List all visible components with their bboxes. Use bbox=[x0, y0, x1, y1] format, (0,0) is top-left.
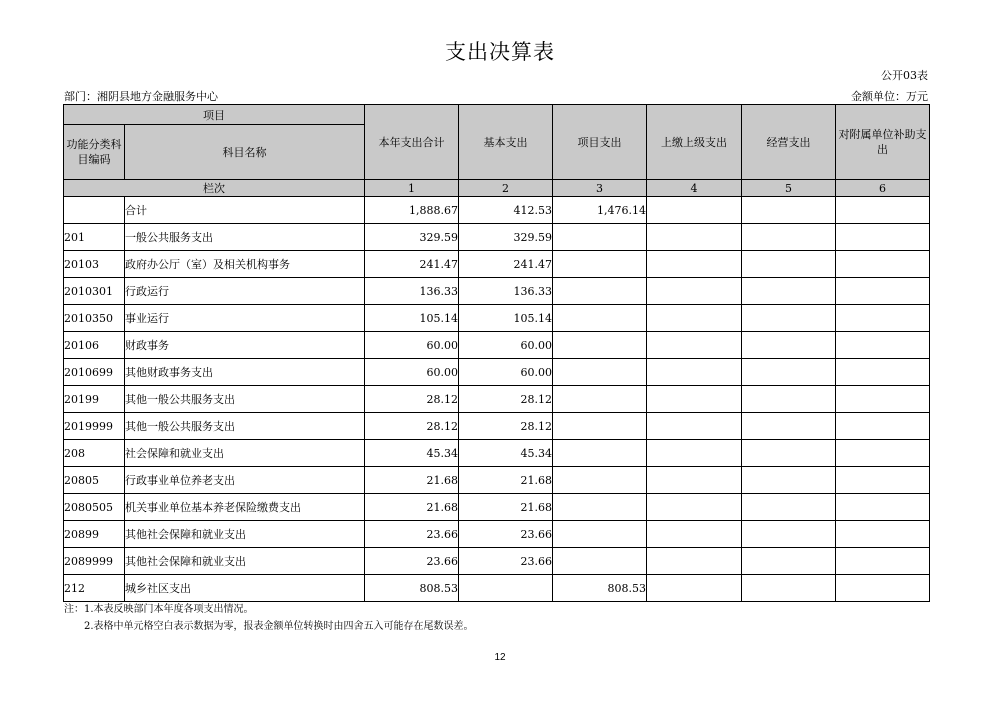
cell-subsidy bbox=[836, 521, 930, 548]
cell-subsidy bbox=[836, 440, 930, 467]
cell-upper bbox=[647, 440, 742, 467]
cell-func-code: 201 bbox=[64, 224, 125, 251]
cell-project bbox=[553, 386, 647, 413]
cell-basic: 241.47 bbox=[459, 251, 553, 278]
cell-subsidy bbox=[836, 224, 930, 251]
cell-total: 136.33 bbox=[365, 278, 459, 305]
header-subsidy: 对附属单位补助支出 bbox=[836, 105, 930, 180]
cell-business bbox=[742, 224, 836, 251]
cell-business bbox=[742, 521, 836, 548]
cell-subject-name: 社会保障和就业支出 bbox=[125, 440, 365, 467]
cell-subsidy bbox=[836, 332, 930, 359]
table-row bbox=[64, 413, 930, 440]
cell-total: 45.34 bbox=[365, 440, 459, 467]
cell-business bbox=[742, 197, 836, 224]
table-row bbox=[64, 467, 930, 494]
cell-subsidy bbox=[836, 575, 930, 602]
table-row bbox=[64, 386, 930, 413]
cell-subsidy bbox=[836, 494, 930, 521]
cell-subject-name: 一般公共服务支出 bbox=[125, 224, 365, 251]
cell-subject-name: 其他社会保障和就业支出 bbox=[125, 521, 365, 548]
department-label: 部门：湘阴县地方金融服务中心 bbox=[64, 90, 218, 103]
cell-business bbox=[742, 467, 836, 494]
cell-upper bbox=[647, 278, 742, 305]
expenditure-table bbox=[63, 104, 930, 602]
cell-func-code: 2010350 bbox=[64, 305, 125, 332]
unit-label: 金额单位：万元 bbox=[851, 90, 928, 103]
table-row bbox=[64, 521, 930, 548]
table-row bbox=[64, 332, 930, 359]
cell-total: 21.68 bbox=[365, 467, 459, 494]
cell-total: 1,888.67 bbox=[365, 197, 459, 224]
header-business: 经营支出 bbox=[742, 105, 836, 180]
cell-upper bbox=[647, 494, 742, 521]
cell-business bbox=[742, 278, 836, 305]
col-num-6: 6 bbox=[836, 180, 930, 197]
cell-project bbox=[553, 305, 647, 332]
cell-basic: 329.59 bbox=[459, 224, 553, 251]
header-project-expense: 项目支出 bbox=[553, 105, 647, 180]
cell-business bbox=[742, 386, 836, 413]
cell-func-code: 20106 bbox=[64, 332, 125, 359]
cell-subsidy bbox=[836, 197, 930, 224]
cell-subsidy bbox=[836, 278, 930, 305]
cell-func-code: 2080505 bbox=[64, 494, 125, 521]
cell-project: 808.53 bbox=[553, 575, 647, 602]
cell-basic: 21.68 bbox=[459, 494, 553, 521]
cell-subject-name: 城乡社区支出 bbox=[125, 575, 365, 602]
cell-basic: 412.53 bbox=[459, 197, 553, 224]
cell-upper bbox=[647, 575, 742, 602]
cell-func-code: 2010699 bbox=[64, 359, 125, 386]
table-row bbox=[64, 440, 930, 467]
cell-total: 60.00 bbox=[365, 332, 459, 359]
table-row bbox=[64, 251, 930, 278]
header-basic: 基本支出 bbox=[459, 105, 553, 180]
cell-project bbox=[553, 467, 647, 494]
cell-subject-name: 政府办公厅（室）及相关机构事务 bbox=[125, 251, 365, 278]
cell-business bbox=[742, 251, 836, 278]
cell-total: 329.59 bbox=[365, 224, 459, 251]
cell-business bbox=[742, 359, 836, 386]
cell-total: 105.14 bbox=[365, 305, 459, 332]
cell-upper bbox=[647, 386, 742, 413]
cell-func-code: 208 bbox=[64, 440, 125, 467]
cell-func-code: 2089999 bbox=[64, 548, 125, 575]
cell-func-code: 212 bbox=[64, 575, 125, 602]
cell-func-code: 2010301 bbox=[64, 278, 125, 305]
cell-project bbox=[553, 548, 647, 575]
cell-project bbox=[553, 251, 647, 278]
cell-upper bbox=[647, 224, 742, 251]
table-code: 公开03表 bbox=[881, 69, 928, 82]
cell-subject-name: 机关事业单位基本养老保险缴费支出 bbox=[125, 494, 365, 521]
cell-total: 23.66 bbox=[365, 521, 459, 548]
cell-basic: 21.68 bbox=[459, 467, 553, 494]
cell-project bbox=[553, 494, 647, 521]
cell-basic: 45.34 bbox=[459, 440, 553, 467]
note-2: 2.表格中单元格空白表示数据为零，报表金额单位转换时由四舍五入可能存在尾数误差。 bbox=[84, 621, 474, 632]
header-func-code: 功能分类科目编码 bbox=[64, 125, 125, 180]
cell-project bbox=[553, 413, 647, 440]
cell-subsidy bbox=[836, 251, 930, 278]
cell-func-code: 20805 bbox=[64, 467, 125, 494]
cell-project: 1,476.14 bbox=[553, 197, 647, 224]
cell-project bbox=[553, 521, 647, 548]
cell-basic: 60.00 bbox=[459, 332, 553, 359]
page-title: 支出决算表 bbox=[445, 40, 555, 64]
cell-basic: 105.14 bbox=[459, 305, 553, 332]
cell-business bbox=[742, 332, 836, 359]
cell-basic: 23.66 bbox=[459, 521, 553, 548]
cell-project bbox=[553, 332, 647, 359]
cell-upper bbox=[647, 467, 742, 494]
table-row bbox=[64, 278, 930, 305]
cell-basic: 28.12 bbox=[459, 413, 553, 440]
cell-subsidy bbox=[836, 467, 930, 494]
cell-total: 28.12 bbox=[365, 413, 459, 440]
cell-subject-name: 财政事务 bbox=[125, 332, 365, 359]
col-num-2: 2 bbox=[459, 180, 553, 197]
cell-business bbox=[742, 413, 836, 440]
cell-func-code: 20899 bbox=[64, 521, 125, 548]
cell-upper bbox=[647, 359, 742, 386]
cell-basic bbox=[459, 575, 553, 602]
cell-total: 241.47 bbox=[365, 251, 459, 278]
cell-project bbox=[553, 224, 647, 251]
cell-business bbox=[742, 548, 836, 575]
cell-business bbox=[742, 575, 836, 602]
header-column-order: 栏次 bbox=[64, 180, 365, 197]
cell-business bbox=[742, 440, 836, 467]
cell-subject-name: 行政事业单位养老支出 bbox=[125, 467, 365, 494]
cell-subsidy bbox=[836, 386, 930, 413]
cell-basic: 136.33 bbox=[459, 278, 553, 305]
cell-project bbox=[553, 359, 647, 386]
cell-subject-name: 事业运行 bbox=[125, 305, 365, 332]
col-num-5: 5 bbox=[742, 180, 836, 197]
cell-total: 28.12 bbox=[365, 386, 459, 413]
cell-upper bbox=[647, 197, 742, 224]
cell-subject-name: 其他社会保障和就业支出 bbox=[125, 548, 365, 575]
cell-upper bbox=[647, 332, 742, 359]
table-row bbox=[64, 224, 930, 251]
cell-func-code: 20103 bbox=[64, 251, 125, 278]
cell-basic: 23.66 bbox=[459, 548, 553, 575]
cell-total: 60.00 bbox=[365, 359, 459, 386]
cell-business bbox=[742, 305, 836, 332]
cell-subsidy bbox=[836, 548, 930, 575]
cell-subject-name: 行政运行 bbox=[125, 278, 365, 305]
table-row bbox=[64, 575, 930, 602]
table-row bbox=[64, 359, 930, 386]
cell-upper bbox=[647, 521, 742, 548]
header-upper-remit: 上缴上级支出 bbox=[647, 105, 742, 180]
notes bbox=[64, 601, 474, 635]
cell-subject-name: 其他一般公共服务支出 bbox=[125, 413, 365, 440]
cell-total: 21.68 bbox=[365, 494, 459, 521]
cell-upper bbox=[647, 413, 742, 440]
cell-total: 808.53 bbox=[365, 575, 459, 602]
cell-subsidy bbox=[836, 413, 930, 440]
cell-func-code bbox=[64, 197, 125, 224]
cell-func-code: 2019999 bbox=[64, 413, 125, 440]
cell-basic: 28.12 bbox=[459, 386, 553, 413]
col-num-3: 3 bbox=[553, 180, 647, 197]
cell-project bbox=[553, 440, 647, 467]
col-num-4: 4 bbox=[647, 180, 742, 197]
table-row bbox=[64, 548, 930, 575]
cell-subject-name: 合计 bbox=[125, 197, 365, 224]
table-row bbox=[64, 494, 930, 521]
header-subject-name: 科目名称 bbox=[125, 125, 365, 180]
header-project: 项目 bbox=[64, 105, 365, 125]
col-num-1: 1 bbox=[365, 180, 459, 197]
cell-subject-name: 其他财政事务支出 bbox=[125, 359, 365, 386]
cell-basic: 60.00 bbox=[459, 359, 553, 386]
table-row bbox=[64, 197, 930, 224]
cell-subsidy bbox=[836, 359, 930, 386]
header-total: 本年支出合计 bbox=[365, 105, 459, 180]
table-row bbox=[64, 305, 930, 332]
cell-subsidy bbox=[836, 305, 930, 332]
cell-total: 23.66 bbox=[365, 548, 459, 575]
cell-business bbox=[742, 494, 836, 521]
cell-upper bbox=[647, 251, 742, 278]
cell-upper bbox=[647, 305, 742, 332]
page-number: 12 bbox=[494, 652, 506, 663]
cell-subject-name: 其他一般公共服务支出 bbox=[125, 386, 365, 413]
cell-upper bbox=[647, 548, 742, 575]
cell-func-code: 20199 bbox=[64, 386, 125, 413]
cell-project bbox=[553, 278, 647, 305]
note-1: 注：1.本表反映部门本年度各项支出情况。 bbox=[64, 604, 254, 615]
